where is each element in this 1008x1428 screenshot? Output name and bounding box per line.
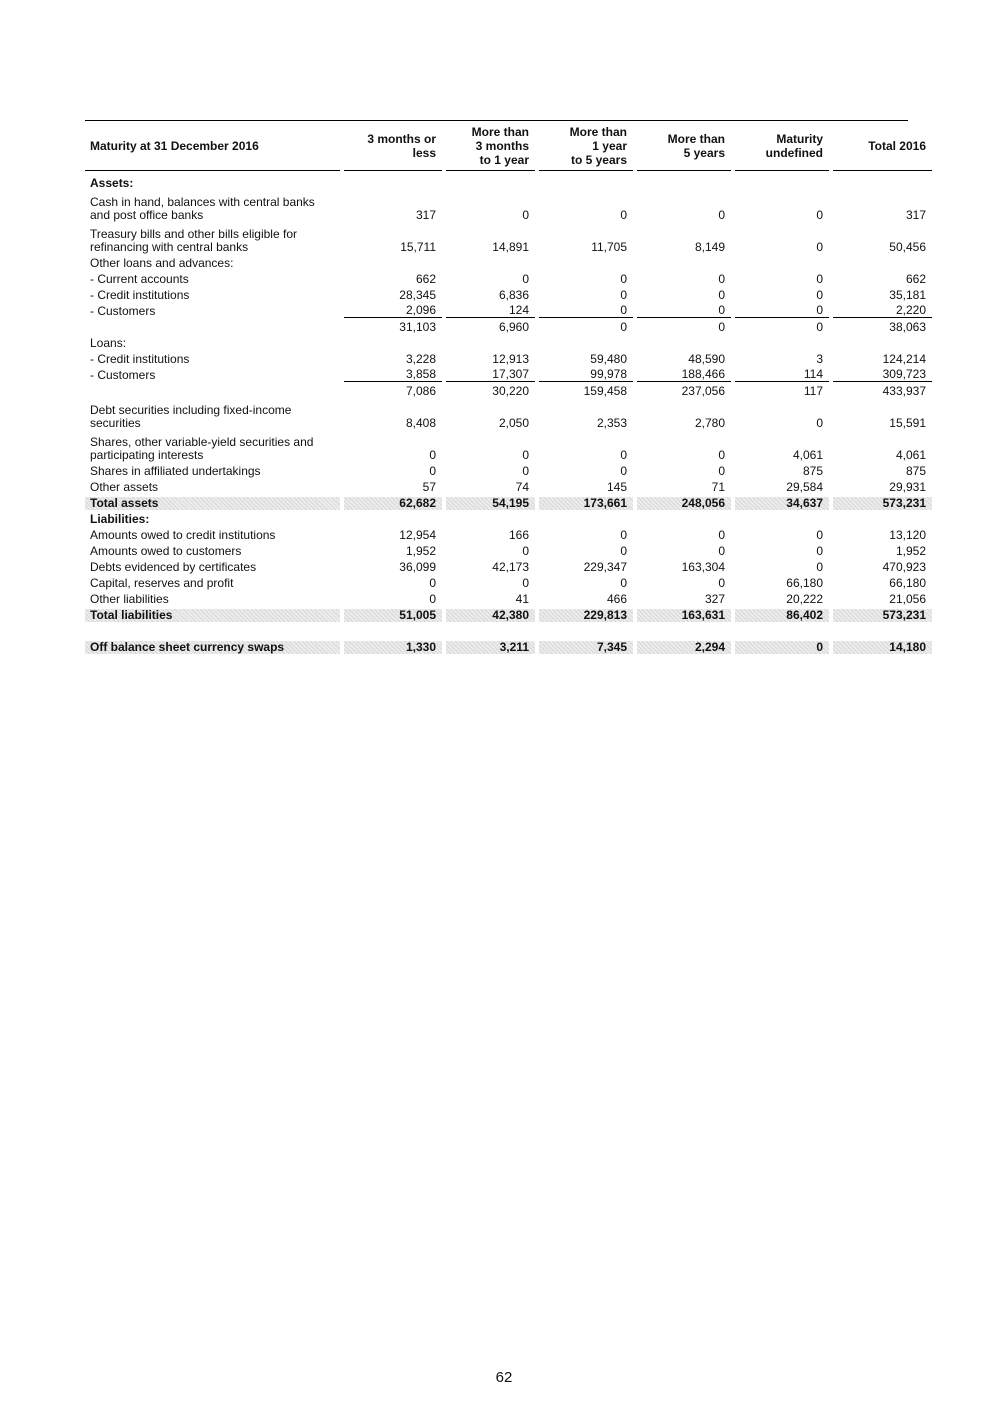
cell-value: 0 [620,464,627,478]
cell-value: 0 [718,288,725,302]
cell-value: 0 [522,544,529,558]
cell-value: 229,347 [583,560,627,574]
cell-value: 173,661 [539,497,633,510]
row-label: - Customers [90,304,156,318]
row-label: - Credit institutions [90,352,190,366]
cell-value: 0 [429,592,436,606]
header-col-3: More than 1 year to 5 years [539,121,633,171]
cell-value: 573,231 [833,497,932,510]
cell-value: 317 [905,208,926,222]
table-row [85,526,926,542]
row-label: - Customers [90,368,156,382]
cell-value: 8,149 [694,240,725,254]
cell-value: 29,584 [786,480,823,494]
row-label: - Credit institutions [90,288,190,302]
cell-value: 66,180 [786,576,823,590]
cell-value: 20,222 [786,592,823,606]
cell-value: 0 [620,528,627,542]
cell-value: 0 [539,304,633,318]
cell-value: 0 [620,448,627,462]
cell-value: 573,231 [833,609,932,622]
table-row [85,510,908,526]
cell-value: 59,480 [590,352,627,366]
cell-value: 14,891 [492,240,529,254]
table-row [85,574,926,590]
table-row [85,494,926,510]
row-label: Liabilities: [90,512,150,526]
cell-value: 14,180 [833,641,932,654]
row-label: Debt securities including fixed-income securities [90,403,292,430]
table-row [85,222,926,254]
cell-value: 99,978 [539,368,633,382]
cell-value: 2,780 [694,416,725,430]
row-label: Total liabilities [85,609,340,622]
cell-value: 145 [606,480,627,494]
cell-value: 2,096 [344,304,442,318]
cell-value: 470,923 [882,560,926,574]
cell-value: 0 [718,464,725,478]
row-label: Amounts owed to customers [90,544,242,558]
cell-value: 0 [522,448,529,462]
maturity-table [85,120,926,654]
header-col-4: More than 5 years [637,121,731,171]
cell-value: 35,181 [889,288,926,302]
cell-value: 6,836 [498,288,529,302]
cell-value: 0 [816,272,823,286]
row-label: Amounts owed to credit institutions [90,528,276,542]
cell-value: 0 [429,576,436,590]
cell-value: 0 [735,641,829,654]
row-label: Assets: [90,176,134,190]
cell-value: 12,954 [399,528,436,542]
cell-value: 0 [816,544,823,558]
cell-value: 0 [718,448,725,462]
table-row [85,174,908,190]
cell-value: 1,330 [344,641,442,654]
cell-value: 0 [620,576,627,590]
cell-value: 188,466 [637,368,731,382]
cell-value: 875 [905,464,926,478]
table-row [85,334,908,350]
cell-value: 0 [620,208,627,222]
table-row [85,590,926,606]
cell-value: 3,228 [405,352,436,366]
table-row [85,430,926,462]
cell-value: 0 [816,528,823,542]
table-row [85,462,926,478]
cell-value: 42,380 [446,609,535,622]
cell-value: 2,353 [596,416,627,430]
cell-value: 0 [620,320,627,334]
cell-value: 2,050 [498,416,529,430]
table-row [85,302,926,318]
table-row [85,190,926,222]
row-label: Cash in hand, balances with central banks and post office banks [90,195,315,222]
table-row [85,636,926,654]
row-label: Total assets [85,497,340,510]
cell-value: 0 [816,208,823,222]
cell-value: 0 [718,272,725,286]
cell-value: 15,711 [400,240,436,254]
table-row [85,318,926,334]
cell-value: 2,294 [637,641,731,654]
row-label: Capital, reserves and profit [90,576,234,590]
cell-value: 71 [711,480,725,494]
cell-value: 327 [704,592,725,606]
table-row [85,286,926,302]
cell-value: 86,402 [735,609,829,622]
cell-value: 0 [620,544,627,558]
table-row [85,478,926,494]
cell-value: 0 [429,464,436,478]
cell-value: 0 [718,544,725,558]
cell-value: 6,960 [498,320,529,334]
cell-value: 248,056 [637,497,731,510]
table-row [85,542,926,558]
cell-value: 30,220 [492,384,529,398]
cell-value: 8,408 [405,416,436,430]
cell-value: 15,591 [889,416,926,430]
cell-value: 51,005 [344,609,442,622]
row-label: Treasury bills and other bills eligible for refinancing with central banks [90,227,297,254]
cell-value: 0 [816,560,823,574]
cell-value: 21,056 [889,592,926,606]
cell-value: 11,705 [591,240,627,254]
cell-value: 309,723 [833,368,932,382]
cell-value: 229,813 [539,609,633,622]
table-row [85,398,926,430]
table-body [85,174,926,654]
page-number: 62 [495,1369,513,1386]
cell-value: 0 [816,240,823,254]
cell-value: 163,631 [637,609,731,622]
cell-value: 433,937 [882,384,926,398]
cell-value: 1,952 [895,544,926,558]
header-col-5: Maturity undefined [735,121,829,171]
row-label: Loans: [90,336,127,350]
cell-value: 0 [522,272,529,286]
cell-value: 0 [620,272,627,286]
cell-value: 74 [515,480,529,494]
cell-value: 0 [718,320,725,334]
cell-value: 0 [816,288,823,302]
cell-value: 50,456 [889,240,926,254]
cell-value: 3 [816,352,823,366]
cell-value: 317 [415,208,436,222]
cell-value: 34,637 [735,497,829,510]
table-row [85,382,926,398]
cell-value: 117 [803,384,823,398]
table-row [85,254,908,270]
cell-value: 0 [522,208,529,222]
cell-value: 29,931 [889,480,926,494]
cell-value: 13,120 [889,528,926,542]
cell-value: 28,345 [399,288,436,302]
cell-value: 0 [620,288,627,302]
cell-value: 41 [515,592,529,606]
cell-value: 0 [816,416,823,430]
row-label: Shares in affiliated undertakings [90,464,261,478]
cell-value: 114 [735,368,829,382]
cell-value: 163,304 [681,560,725,574]
cell-value: 159,458 [583,384,627,398]
cell-value: 31,103 [399,320,436,334]
table-row [85,622,908,636]
cell-value: 0 [735,304,829,318]
row-label: Other loans and advances: [90,256,234,270]
cell-value: 4,061 [792,448,823,462]
cell-value: 124 [446,304,535,318]
table-header [85,120,926,171]
cell-value: 66,180 [889,576,926,590]
cell-value: 54,195 [446,497,535,510]
cell-value: 7,345 [539,641,633,654]
cell-value: 662 [415,272,436,286]
cell-value: 662 [905,272,926,286]
table-row [85,270,926,286]
cell-value: 17,307 [446,368,535,382]
table-row [85,606,926,622]
cell-value: 1,952 [405,544,436,558]
cell-value: 0 [429,448,436,462]
row-label: - Current accounts [90,272,189,286]
cell-value: 12,913 [492,352,529,366]
cell-value: 0 [816,320,823,334]
table-row [85,366,926,382]
row-label: Other liabilities [90,592,169,606]
cell-value: 2,220 [833,304,932,318]
cell-value: 42,173 [492,560,529,574]
row-label: Debts evidenced by certificates [90,560,257,574]
cell-value: 7,086 [405,384,436,398]
cell-value: 166 [508,528,529,542]
row-label: Off balance sheet currency swaps [85,641,340,654]
cell-value: 124,214 [882,352,926,366]
cell-value: 466 [606,592,627,606]
header-label: Maturity at 31 December 2016 [85,121,340,171]
cell-value: 0 [718,576,725,590]
header-col-1: 3 months or less [344,121,442,171]
cell-value: 237,056 [681,384,725,398]
cell-value: 48,590 [688,352,725,366]
cell-value: 57 [422,480,436,494]
cell-value: 3,211 [446,641,535,654]
table-row [85,558,926,574]
cell-value: 0 [718,528,725,542]
cell-value: 0 [522,464,529,478]
cell-value: 0 [718,208,725,222]
cell-value: 0 [637,304,731,318]
table-row [85,350,926,366]
cell-value: 62,682 [344,497,442,510]
row-label: Shares, other variable-yield securities and participating interests [90,435,314,462]
cell-value: 36,099 [399,560,436,574]
cell-value: 0 [522,576,529,590]
header-col-2: More than 3 months to 1 year [446,121,535,171]
cell-value: 875 [802,464,823,478]
cell-value: 3,858 [344,368,442,382]
row-label: Other assets [90,480,159,494]
header-col-6: Total 2016 [833,121,932,171]
cell-value: 4,061 [895,448,926,462]
cell-value: 38,063 [889,320,926,334]
